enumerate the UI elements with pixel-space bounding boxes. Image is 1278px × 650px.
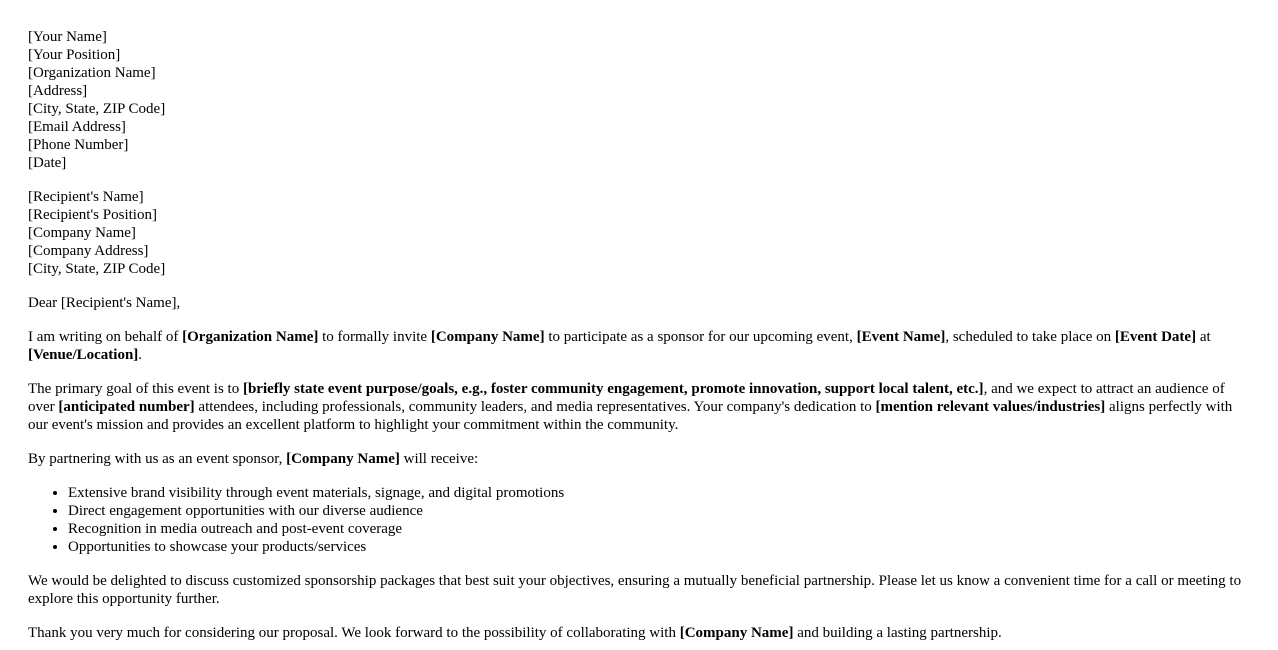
placeholder-company-name: [Company Name]	[286, 451, 400, 467]
recipient-name: [Recipient's Name]	[28, 189, 144, 205]
sender-organization: [Organization Name]	[28, 65, 156, 81]
recipient-city-state-zip: [City, State, ZIP Code]	[28, 261, 166, 277]
text-run: .	[138, 347, 143, 363]
text-run: , scheduled to take place on	[945, 329, 1115, 345]
recipient-address: [Company Address]	[28, 243, 149, 259]
placeholder-anticipated-number: [anticipated number]	[58, 399, 195, 415]
salutation: Dear [Recipient's Name],	[28, 295, 181, 311]
letter-date: [Date]	[28, 155, 67, 171]
list-item: • Direct engagement opportunities with our diverse audience	[68, 502, 1254, 520]
recipient-position: [Recipient's Position]	[28, 207, 157, 223]
placeholder-organization-name: [Organization Name]	[182, 329, 319, 345]
text-run: at	[1196, 329, 1211, 345]
sender-city-state-zip: [City, State, ZIP Code]	[28, 101, 166, 117]
placeholder-company-name: [Company Name]	[430, 329, 545, 345]
placeholder-event-name: [Event Name]	[856, 329, 946, 345]
placeholder-values-industries: [mention relevant values/industries]	[875, 399, 1106, 415]
recipient-company: [Company Name]	[28, 225, 136, 241]
sender-address: [Address]	[28, 83, 88, 99]
placeholder-event-date: [Event Date]	[1114, 329, 1197, 345]
list-item: • Recognition in media outreach and post-event coverage	[68, 520, 1254, 538]
closing-paragraph	[28, 624, 1254, 642]
text-run: attendees, including professionals, community leaders, and media representatives. Your company's dedication to	[194, 399, 876, 415]
text-run: to participate as a sponsor for our upcoming event,	[544, 329, 857, 345]
invitation-paragraph	[28, 328, 1254, 364]
benefits-list	[28, 484, 1254, 556]
placeholder-event-purpose: [briefly state event purpose/goals, e.g., foster community engagement, promote innovation, support local talent, etc.]	[242, 381, 984, 397]
text-run: will receive:	[399, 451, 479, 467]
sender-name: [Your Name]	[28, 29, 107, 45]
placeholder-venue: [Venue/Location]	[28, 347, 139, 363]
sponsorship-packages-paragraph: We would be delighted to discuss customized sponsorship packages that best suit your objectives, ensuring a mutually beneficial partnership. Please let us know a convenient time for a call or meeting to explore this opportunity further.	[28, 573, 1242, 607]
text-run: By partnering with us as an event sponsor,	[28, 451, 287, 467]
sender-email: [Email Address]	[28, 119, 126, 135]
text-run: to formally invite	[318, 329, 431, 345]
text-run: aligns perfectly with our event's mission and provides an excellent platform to highlight your commitment within the community.	[28, 399, 1233, 433]
event-goal-paragraph	[28, 380, 1254, 434]
sender-position: [Your Position]	[28, 47, 121, 63]
placeholder-company-name: [Company Name]	[679, 625, 794, 641]
partnering-paragraph	[28, 450, 1254, 468]
sender-phone: [Phone Number]	[28, 137, 129, 153]
list-item: • Extensive brand visibility through event materials, signage, and digital promotions	[68, 484, 1254, 502]
recipient-address-block	[28, 188, 1254, 278]
text-run: and building a lasting partnership.	[793, 625, 1002, 641]
text-run: , and we expect to attract an audience of over	[28, 381, 1225, 415]
list-item: • Opportunities to showcase your products/services	[68, 538, 1254, 556]
text-run: I am writing on behalf of	[28, 329, 183, 345]
sender-address-block	[28, 28, 1254, 172]
text-run: The primary goal of this event is to	[28, 381, 243, 397]
text-run: Thank you very much for considering our proposal. We look forward to the possibility of collaborating with	[28, 625, 680, 641]
